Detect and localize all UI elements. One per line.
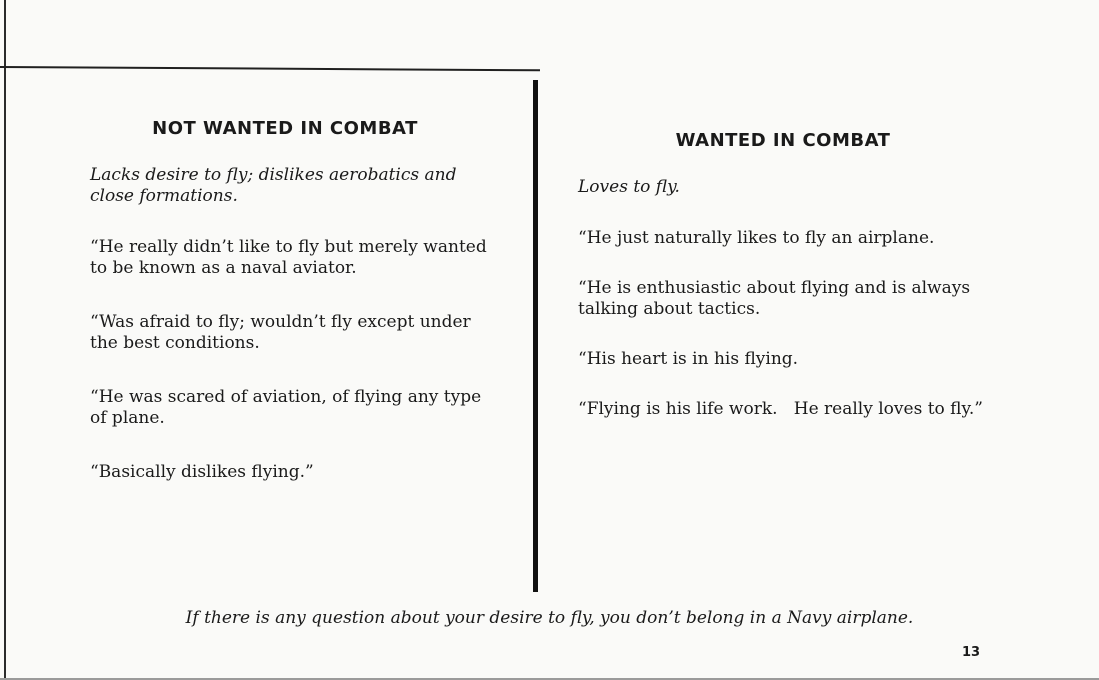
- not-wanted-quote: “He really didn’t like to fly but merely wanted to be known as a naval aviator.: [90, 237, 487, 278]
- wanted-quote: “His heart is in his flying.: [578, 349, 799, 369]
- wanted-column: [578, 130, 988, 449]
- not-wanted-heading: NOT WANTED IN COMBAT: [152, 118, 418, 139]
- not-wanted-quote: “He was scared of aviation, of flying any type of plane.: [90, 387, 482, 428]
- wanted-quote: “He just naturally likes to fly an airplane.: [578, 228, 935, 248]
- wanted-heading: WANTED IN COMBAT: [675, 130, 891, 151]
- page-number: 13: [962, 645, 981, 660]
- column-divider: [533, 80, 538, 592]
- not-wanted-quote: “Was afraid to fly; wouldn’t fly except under the best conditions.: [90, 312, 471, 353]
- not-wanted-lead: Lacks desire to fly; dislikes aerobatics and close formations.: [90, 165, 457, 206]
- not-wanted-column: [90, 118, 500, 516]
- footer-note: If there is any question about your desire to fly, you don’t belong in a Navy airplane.: [185, 608, 914, 628]
- wanted-lead: Loves to fly.: [578, 177, 680, 197]
- wanted-quote: “He is enthusiastic about flying and is always talking about tactics.: [578, 278, 971, 319]
- not-wanted-quote: “Basically dislikes flying.”: [90, 462, 314, 482]
- page-left-edge: [4, 0, 6, 680]
- wanted-quote: “Flying is his life work. He really loves to fly.”: [578, 399, 983, 419]
- top-rule: [0, 66, 540, 71]
